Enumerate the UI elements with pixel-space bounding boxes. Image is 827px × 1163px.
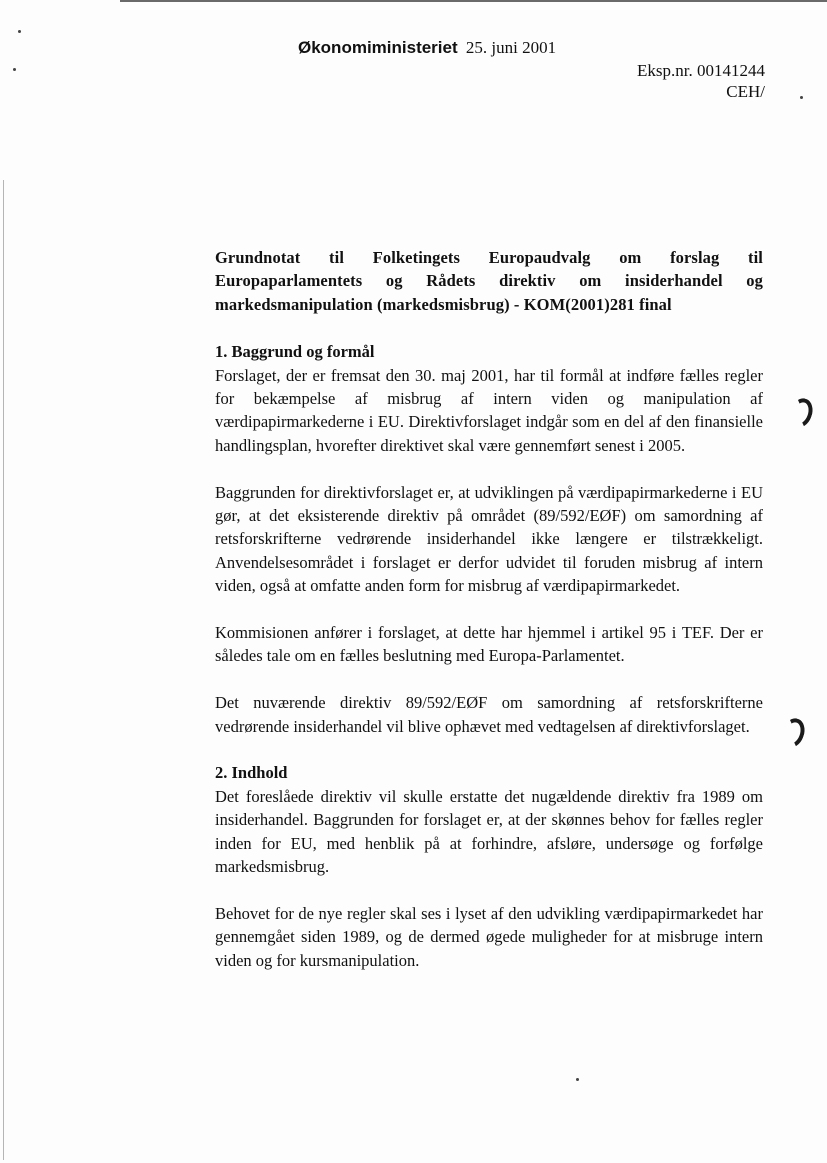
document-date: 25. juni 2001 [465,38,557,57]
scan-speck [18,30,21,33]
scan-margin-line [3,180,4,1160]
section-heading: 1. Baggrund og formål [215,342,375,362]
paragraph: Det nuværende direktiv 89/592/EØF om samordning af retsforskrifterne vedrørende insiderhandel vil blive ophævet med vedtagelsen af direktivforslaget. [215,693,763,736]
document-title: Grundnotat til Folketingets Europaudvalg om forslag til Europaparlamentets og Rådets direktiv om insiderhandel og markedsmanipulation (markedsmisbrug) - KOM(2001)281 final [215,248,763,314]
journal-number: Eksp.nr. 00141244 [637,61,765,80]
section-content [215,761,763,972]
section-heading: 2. Indhold [215,763,288,783]
document-body [215,246,763,996]
paragraph: Baggrunden for direktivforslaget er, at udviklingen på værdipapirmarkederne i EU gør, at det eksisterende direktiv på området (89/592/EØF) om samordning af retsforskrifterne vedrørende insiderhandel ikke længere er tilstrækkeligt. Anvendelsesområdet i forslaget er derfor udvidet til foruden misbrug af intern viden, også at omfatte anden form for misbrug af værdipapirmarkedet. [215,482,763,596]
author-initials: CEH/ [726,82,765,101]
reference-block [637,60,765,102]
ministry-name: Økonomiministeriet [298,38,458,57]
punch-hole-mark [778,715,809,751]
letterhead [298,38,556,58]
scan-speck [576,1078,579,1081]
punch-hole-mark [786,395,817,431]
section-background [215,340,763,738]
paragraph: Kommisionen anfører i forslaget, at dette har hjemmel i artikel 95 i TEF. Der er således tale om en fælles beslutning med Europa-Parlamentet. [215,623,763,666]
scan-speck [13,68,16,71]
paragraph: Det foreslåede direktiv vil skulle erstatte det nugældende direktiv fra 1989 om insiderhandel. Baggrunden for forslaget er, at der skønnes behov for fælles regler inden for EU, med henblik på at forhindre, afsløre, undersøge og forfølge markedsmisbrug. [215,786,763,877]
paragraph: Behovet for de nye regler skal ses i lyset af den udvikling værdipapirmarkedet har gennemgået siden 1989, og de dermed øgede muligheder for at misbruge intern viden og for kursmanipulation. [215,903,763,970]
scan-speck [800,96,803,99]
paragraph: Forslaget, der er fremsat den 30. maj 2001, har til formål at indføre fælles regler for bekæmpelse af misbrug af intern viden og manipulation af værdipapirmarkederne i EU. Direktivforslaget indgår som en del af den finansielle handlingsplan, hvorefter direktivet skal være gennemført senest i 2005. [215,365,763,455]
scan-edge-line [120,0,827,2]
